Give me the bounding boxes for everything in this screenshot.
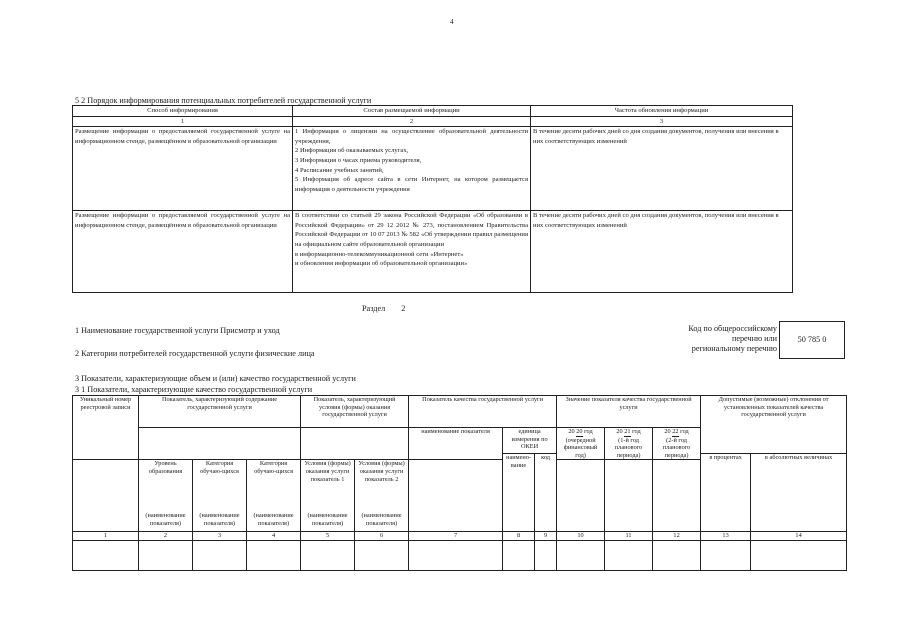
col-number: 3 bbox=[193, 532, 247, 541]
empty-cell bbox=[301, 428, 409, 460]
header-frequency: Частота обновления информации bbox=[531, 106, 793, 117]
quality-indicators-heading: 3 1 Показатели, характеризующие качество государственной услуги bbox=[75, 385, 313, 394]
year-description: (1-й год планового периода) bbox=[614, 436, 643, 459]
header-content: Состав размещаемой информации bbox=[293, 106, 531, 117]
header-deviation: Допустимые (возможные) отклонения от установленных показателей качества государственной услуги bbox=[701, 396, 847, 454]
year-prefix: 20 bbox=[568, 428, 575, 435]
subheader-text: Условия (формы) оказания услуги показатель 1 bbox=[304, 460, 351, 483]
year-description: (2-й год планового периода) bbox=[662, 436, 691, 459]
header-unique-number: Уникальный номер реестровой записи bbox=[73, 396, 139, 460]
col-number: 7 bbox=[409, 532, 503, 541]
row1-content-line: 5 Информация об адресе сайта в сети Интернет, на котором размещается информация о деятельности учреждения bbox=[295, 176, 528, 193]
section-5-2-title: 5 2 Порядок информирования потенциальных потребителей государственной услуги bbox=[75, 96, 372, 105]
empty-cell bbox=[557, 460, 605, 532]
col-number: 13 bbox=[701, 532, 751, 541]
year-prefix: 20 bbox=[664, 428, 671, 435]
header-conditions-indicator: Показатель, характеризующий условия (формы) оказания государственной услуги bbox=[301, 396, 409, 428]
row1-content-line: 3 Информация о часах приема руководителя, bbox=[295, 156, 422, 164]
header-unit-code: код bbox=[535, 454, 557, 532]
empty-cell bbox=[247, 541, 301, 571]
quality-table bbox=[72, 395, 847, 571]
code-label-line: Код по общероссийскому bbox=[688, 324, 777, 333]
col-number: 3 bbox=[531, 116, 793, 127]
row1-frequency: В течение десяти рабочих дней со дня создания документов, получения или внесения в них соответствующих изменений bbox=[531, 127, 793, 211]
header-year-2 bbox=[605, 428, 653, 460]
empty-cell bbox=[653, 541, 701, 571]
informing-table bbox=[72, 105, 793, 293]
subheader-category-2 bbox=[247, 460, 301, 532]
subheader-condition-1 bbox=[301, 460, 355, 532]
col-number: 1 bbox=[73, 116, 293, 127]
subheader-text: Условия (формы) оказания услуги показатель 2 bbox=[358, 460, 405, 483]
subheader-text: Категория обучаю-щихся bbox=[200, 460, 239, 475]
row2-content-line: в информационно-телекоммуникационной сети «Интернет» bbox=[295, 250, 464, 258]
year-suffix: год bbox=[584, 428, 593, 435]
empty-cell bbox=[355, 541, 409, 571]
row1-content-line: 1 Информация о лицензии на осуществление образовательной деятельности учреждения, bbox=[295, 128, 528, 145]
subheader-name: (наименование показателя) bbox=[307, 512, 348, 527]
subheader-name: (наименование показателя) bbox=[145, 512, 186, 527]
subheader-name: (наименование показателя) bbox=[253, 512, 294, 527]
subheader-condition-2 bbox=[355, 460, 409, 532]
header-absolute: в абсолютных величинах bbox=[751, 454, 847, 532]
empty-cell bbox=[193, 541, 247, 571]
header-quality-indicator: Показатель качества государственной услуги bbox=[409, 396, 557, 428]
row2-content bbox=[293, 211, 531, 293]
subheader-text: Категория обучаю-щихся bbox=[254, 460, 293, 475]
header-year-1 bbox=[557, 428, 605, 460]
section-heading bbox=[362, 304, 405, 314]
row1-content bbox=[293, 127, 531, 211]
subheader-text: Уровень образования bbox=[148, 460, 183, 475]
col-number: 10 bbox=[557, 532, 605, 541]
header-indicator-name: наименование показателя bbox=[409, 428, 503, 460]
subheader-category-1 bbox=[193, 460, 247, 532]
col-number: 14 bbox=[751, 532, 847, 541]
empty-cell bbox=[605, 541, 653, 571]
col-number: 12 bbox=[653, 532, 701, 541]
header-value: Значение показателя качества государственной услуги bbox=[557, 396, 701, 428]
empty-cell bbox=[73, 460, 139, 532]
subheader-name: (наименование показателя) bbox=[361, 512, 402, 527]
empty-cell bbox=[751, 541, 847, 571]
header-content-indicator: Показатель, характеризующий содержание государственной услуги bbox=[139, 396, 301, 428]
row2-method: Размещение информации о предоставляемой государственной услуге на информационном стенде, размещённом в образовательной организации bbox=[73, 211, 293, 293]
header-method: Способ информирования bbox=[73, 106, 293, 117]
col-number: 1 bbox=[73, 532, 139, 541]
registry-code-box: 50 785 0 bbox=[779, 321, 845, 359]
col-number: 8 bbox=[503, 532, 535, 541]
header-percent: в процентах bbox=[701, 454, 751, 532]
row1-method: Размещение информации о предоставляемой государственной услуге на информационном стенде, размещённом в образовательной организации bbox=[73, 127, 293, 211]
indicators-heading: 3 Показатели, характеризующие объем и (или) качество государственной услуги bbox=[75, 374, 356, 383]
subheader-name: (наименование показателя) bbox=[199, 512, 240, 527]
col-number: 2 bbox=[293, 116, 531, 127]
empty-cell bbox=[301, 541, 355, 571]
empty-cell bbox=[409, 541, 503, 571]
header-year-3 bbox=[653, 428, 701, 460]
page-number: 4 bbox=[450, 18, 454, 26]
empty-cell bbox=[535, 541, 557, 571]
section-label: Раздел bbox=[362, 304, 386, 313]
year-description: (очередной финансовый год) bbox=[563, 436, 598, 459]
col-number: 11 bbox=[605, 532, 653, 541]
col-number: 6 bbox=[355, 532, 409, 541]
empty-cell bbox=[139, 428, 301, 460]
row2-frequency: В течение десяти рабочих дней со дня создания документов, получения или внесения в них соответствующих изменений bbox=[531, 211, 793, 293]
empty-cell bbox=[409, 460, 503, 532]
section-number: 2 bbox=[401, 304, 406, 313]
year-prefix: 20 bbox=[616, 428, 623, 435]
col-number: 4 bbox=[247, 532, 301, 541]
code-label-line: региональному перечню bbox=[691, 344, 777, 353]
col-number: 5 bbox=[301, 532, 355, 541]
empty-cell bbox=[557, 541, 605, 571]
empty-cell bbox=[139, 541, 193, 571]
header-unit-name: наимено-вание bbox=[503, 454, 535, 532]
year-value: 20 bbox=[576, 428, 583, 435]
row2-content-line: и обновления информации об образовательной организации» bbox=[295, 260, 468, 268]
empty-cell bbox=[701, 541, 751, 571]
empty-cell bbox=[73, 541, 139, 571]
year-value: 21 bbox=[624, 428, 631, 435]
year-suffix: год bbox=[632, 428, 641, 435]
row2-content-line: В соответствии со статьей 29 закона Российской Федерации «Об образовании в Российской Федерации» от 29 12 2012 № 273, постановлением Правительства Российской Федерации от 10 07 2013 № 582 «Об утверждении правил размещения на официальном сайте образовательной организации bbox=[295, 212, 528, 248]
service-name: 1 Наименование государственной услуги Присмотр и уход bbox=[75, 326, 280, 335]
col-number: 9 bbox=[535, 532, 557, 541]
row1-content-line: 4 Расписание учебных занятий, bbox=[295, 166, 384, 174]
year-suffix: год bbox=[680, 428, 689, 435]
col-number: 2 bbox=[139, 532, 193, 541]
consumer-category: 2 Категории потребителей государственной услуги физические лица bbox=[75, 349, 315, 358]
subheader-level bbox=[139, 460, 193, 532]
empty-cell bbox=[605, 460, 653, 532]
header-unit: единица измерения по ОКЕИ bbox=[503, 428, 557, 454]
row1-content-line: 2 Информация об оказываемых услугах, bbox=[295, 147, 409, 155]
empty-cell bbox=[503, 541, 535, 571]
code-label bbox=[688, 324, 777, 354]
year-value: 22 bbox=[672, 428, 679, 435]
code-label-line: перечню или bbox=[731, 334, 777, 343]
empty-cell bbox=[653, 460, 701, 532]
